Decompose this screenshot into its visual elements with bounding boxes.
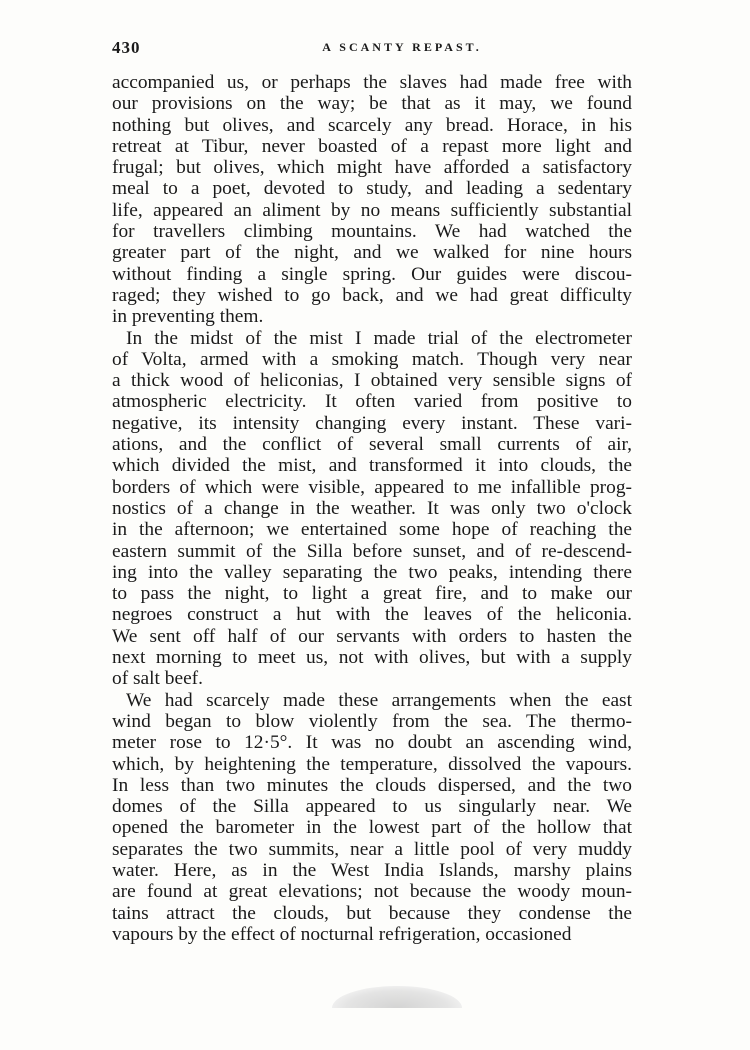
text-line: a thick wood of heliconias, I obtained very sensible signs of <box>112 370 632 392</box>
text-line: are found at great elevations; not because the woody moun- <box>112 881 632 903</box>
text-line: of Volta, armed with a smoking match. Though very near <box>112 348 632 370</box>
text-line: which, by heightening the temperature, dissolved the vapours. <box>112 753 632 775</box>
text-line: In less than two minutes the clouds dispersed, and the two <box>112 774 632 796</box>
text-line: eastern summit of the Silla before sunset, and of re-descend- <box>112 540 632 562</box>
text-line: life, appeared an aliment by no means sufficiently substantial <box>112 199 632 221</box>
text-line: in preventing them. <box>112 306 264 328</box>
body-text <box>112 72 632 945</box>
text-line: in the afternoon; we entertained some hope of reaching the <box>112 519 632 541</box>
text-line: meter rose to 12·5°. It was no doubt an ascending wind, <box>112 732 632 754</box>
text-line: greater part of the night, and we walked for nine hours <box>112 242 632 264</box>
text-line: raged; they wished to go back, and we had great difficulty <box>112 284 632 306</box>
text-line: domes of the Silla appeared to us singularly near. We <box>112 796 632 818</box>
paragraph-3 <box>112 690 632 946</box>
text-line: In the midst of the mist I made trial of the electrometer <box>126 327 632 349</box>
text-line: without finding a single spring. Our guides were discou- <box>112 263 632 285</box>
text-line: next morning to meet us, not with olives, but with a supply <box>112 647 632 669</box>
text-line: separates the two summits, near a little pool of very muddy <box>112 838 632 860</box>
text-line: accompanied us, or perhaps the slaves had made free with <box>112 72 632 93</box>
page-number: 430 <box>112 38 141 57</box>
text-line: retreat at Tibur, never boasted of a repast more light and <box>112 135 632 157</box>
text-line: wind began to blow violently from the sea. The thermo- <box>112 710 632 732</box>
text-line: nostics of a change in the weather. It was only two o'clock <box>112 497 632 519</box>
paragraph-1 <box>112 72 632 328</box>
text-line: vapours by the effect of nocturnal refrigeration, occasioned <box>112 923 572 945</box>
running-head <box>112 38 632 60</box>
running-title: A SCANTY REPAST. <box>322 40 482 54</box>
text-line: opened the barometer in the lowest part of the hollow that <box>112 817 632 839</box>
text-line: ing into the valley separating the two peaks, intending there <box>112 561 632 583</box>
text-line: borders of which were visible, appeared to me infallible prog- <box>112 476 632 498</box>
text-line: meal to a poet, devoted to study, and leading a sedentary <box>112 178 632 200</box>
text-line: atmospheric electricity. It often varied from positive to <box>112 391 632 413</box>
text-line: our provisions on the way; be that as it may, we found <box>112 93 632 115</box>
text-line: tains attract the clouds, but because they condense the <box>112 902 632 924</box>
text-line: to pass the night, to light a great fire, and to make our <box>112 583 632 605</box>
text-line: negroes construct a hut with the leaves of the heliconia. <box>112 604 632 626</box>
text-line: of salt beef. <box>112 668 203 690</box>
text-line: frugal; but olives, which might have afforded a satisfactory <box>112 157 632 179</box>
page-bottom-smudge <box>332 986 462 1008</box>
text-line: for travellers climbing mountains. We had watched the <box>112 221 632 243</box>
text-line: We had scarcely made these arrangements when the east <box>126 689 632 711</box>
text-line: ations, and the conflict of several small currents of air, <box>112 434 632 456</box>
text-line: water. Here, as in the West India Islands, marshy plains <box>112 859 632 881</box>
text-line: which divided the mist, and transformed it into clouds, the <box>112 455 632 477</box>
text-line: nothing but olives, and scarcely any bread. Horace, in his <box>112 114 632 136</box>
text-line: negative, its intensity changing every instant. These vari- <box>112 412 632 434</box>
paragraph-2 <box>112 328 632 690</box>
text-line: We sent off half of our servants with orders to hasten the <box>112 625 632 647</box>
